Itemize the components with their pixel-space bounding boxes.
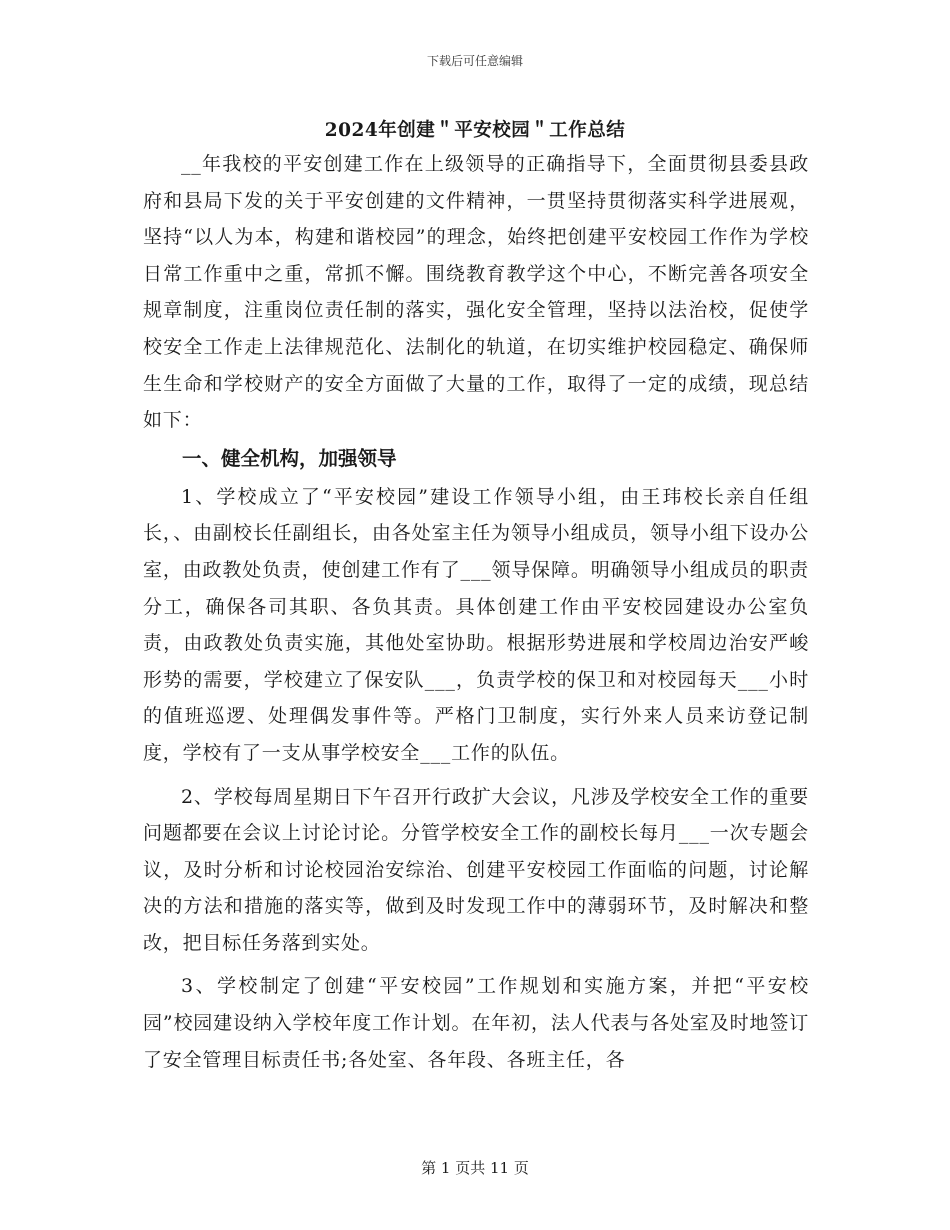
page-number: 第 1 页共 11 页 bbox=[421, 1159, 529, 1177]
intro-paragraph: __年我校的平安创建工作在上级领导的正确指导下，全面贯彻县委县政府和县局下发的关于平安创建的文件精神，一贯坚持贯彻落实科学进展观，坚持“以人为本，构建和谐校园”的理念，始终把创建平安校园工作作为学校日常工作重中之重，常抓不懈。围绕教育教学这个中心，不断完善各项安全规章制度，注重岗位责任制的落实，强化安全管理，坚持以法治校，促使学校安全工作走上法律规范化、法制化的轨道，在切实维护校园稳定、确保师生生命和学校财产的安全方面做了大量的工作，取得了一定的成绩，现总结如下： bbox=[143, 153, 809, 432]
document-title: 2024年创建＂平安校园＂工作总结 bbox=[324, 120, 626, 141]
document-body bbox=[143, 146, 809, 1078]
paragraph-2: 2、学校每周星期日下午召开行政扩大会议，凡涉及学校安全工作的重要问题都要在会议上讨论讨论。分管学校安全工作的副校长每月___一次专题会议，及时分析和讨论校园治安综治、创建平安校园工作面临的问题，讨论解决的方法和措施的落实等，做到及时发现工作中的薄弱环节，及时解决和整改，把目标任务落到实处。 bbox=[143, 785, 809, 954]
paragraph-1: 1、学校成立了“平安校园”建设工作领导小组，由王玮校长亲自任组长，、由副校长任副组长，由各处室主任为领导小组成员，领导小组下设办公室，由政教处负责，使创建工作有了___领导保障。明确领导小组成员的职责分工，确保各司其职、各负其责。具体创建工作由平安校园建设办公室负责，由政教处负责实施，其他处室协助。根据形势进展和学校周边治安严峻形势的需要，学校建立了保安队___，负责学校的保卫和对校园每天___小时的值班巡逻、处理偶发事件等。严格门卫制度，实行外来人员来访登记制度，学校有了一支从事学校安全___工作的队伍。 bbox=[143, 485, 809, 764]
download-note: 下载后可任意编辑 bbox=[426, 54, 523, 68]
paragraph-3: 3、学校制定了创建“平安校园”工作规划和实施方案，并把“平安校园”校园建设纳入学校年度工作计划。在年初，法人代表与各处室及时地签订了安全管理目标责任书;各处室、各年段、各班主任，各 bbox=[143, 975, 809, 1071]
section-heading-1: 一、健全机构，加强领导 bbox=[182, 446, 397, 470]
